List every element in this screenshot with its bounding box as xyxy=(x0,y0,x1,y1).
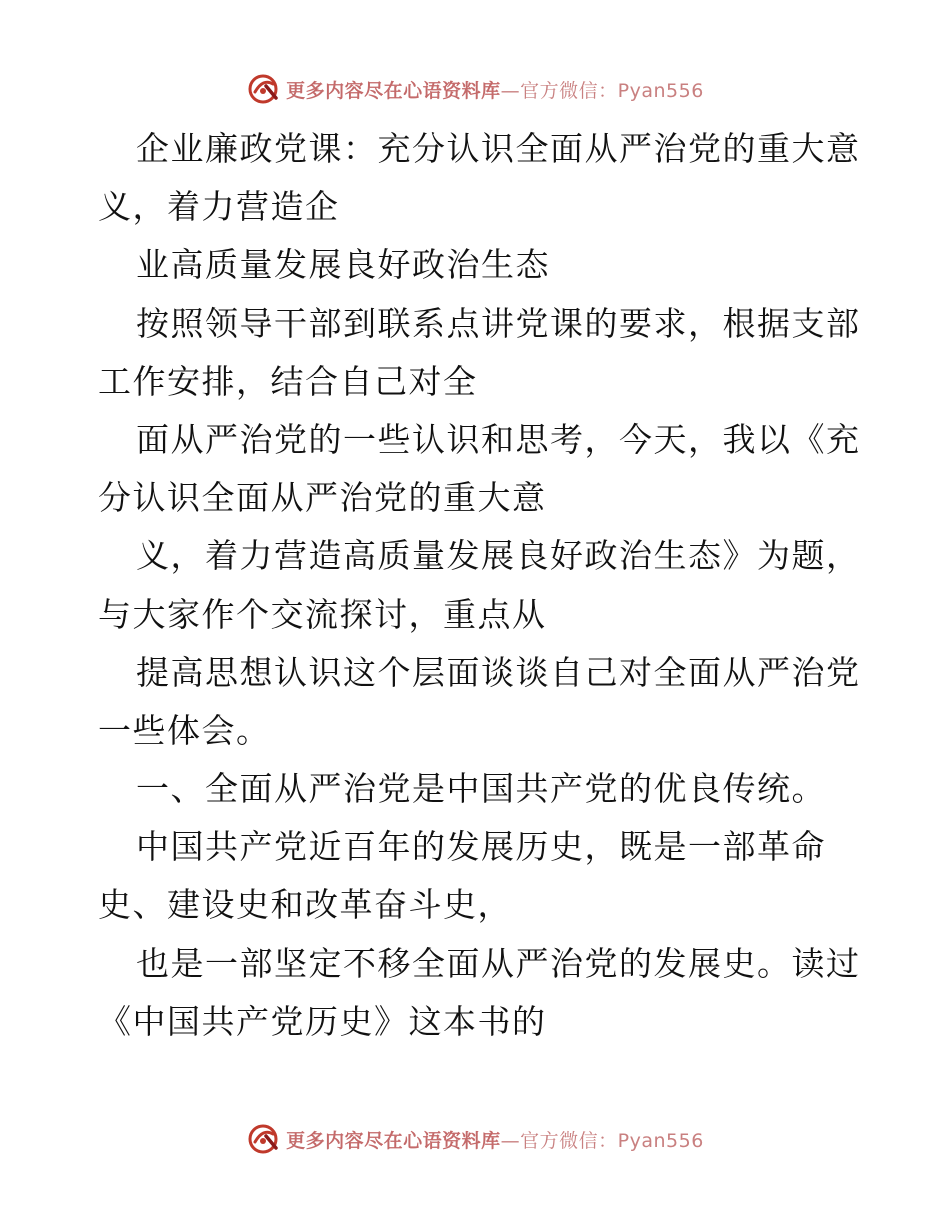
watermark-wechat: 官方微信：Pyan556 xyxy=(520,1129,704,1152)
body-text-line: 中国共产党近百年的发展历史，既是一部革命 xyxy=(136,827,826,867)
watermark-separator: — xyxy=(500,1129,521,1152)
watermark-text xyxy=(286,76,704,103)
body-text-line: 按照领导干部到联系点讲党课的要求，根据支部 xyxy=(136,303,861,343)
body-text-line: 业高质量发展良好政治生态 xyxy=(136,245,550,285)
body-text-line: 义，着力营造企 xyxy=(98,187,340,227)
watermark-logo-icon xyxy=(246,72,280,106)
watermark-footer xyxy=(0,1122,950,1156)
body-text-line: 与大家作个交流探讨，重点从 xyxy=(98,594,547,634)
watermark-logo-icon xyxy=(246,1122,280,1156)
body-text-line: 企业廉政党课：充分认识全面从严治党的重大意 xyxy=(136,129,861,168)
watermark-separator: — xyxy=(500,79,521,102)
watermark-header xyxy=(0,72,950,106)
document-body xyxy=(98,120,861,1051)
body-text-line: 一、全面从严治党是中国共产党的优良传统。 xyxy=(136,769,826,809)
body-text-line: 义，着力营造高质量发展良好政治生态》为题， xyxy=(136,536,861,576)
body-text-line: 《中国共产党历史》这本书的 xyxy=(98,1001,547,1041)
body-text-line: 提高思想认识这个层面谈谈自己对全面从严治党 xyxy=(136,652,861,692)
watermark-main: 更多内容尽在心语资料库 xyxy=(286,79,501,102)
body-text-line: 面从严治党的一些认识和思考，今天，我以《充 xyxy=(136,419,861,459)
body-text-line: 史、建设史和改革奋斗史， xyxy=(98,885,512,925)
watermark-text xyxy=(286,1126,704,1153)
body-text-line: 一些体会。 xyxy=(98,710,271,750)
watermark-wechat: 官方微信：Pyan556 xyxy=(520,79,704,102)
watermark-main: 更多内容尽在心语资料库 xyxy=(286,1129,501,1152)
body-text-line: 也是一部坚定不移全面从严治党的发展史。读过 xyxy=(136,943,861,983)
body-text-line: 分认识全面从严治党的重大意 xyxy=(98,478,547,518)
body-text-line: 工作安排，结合自己对全 xyxy=(98,361,478,401)
